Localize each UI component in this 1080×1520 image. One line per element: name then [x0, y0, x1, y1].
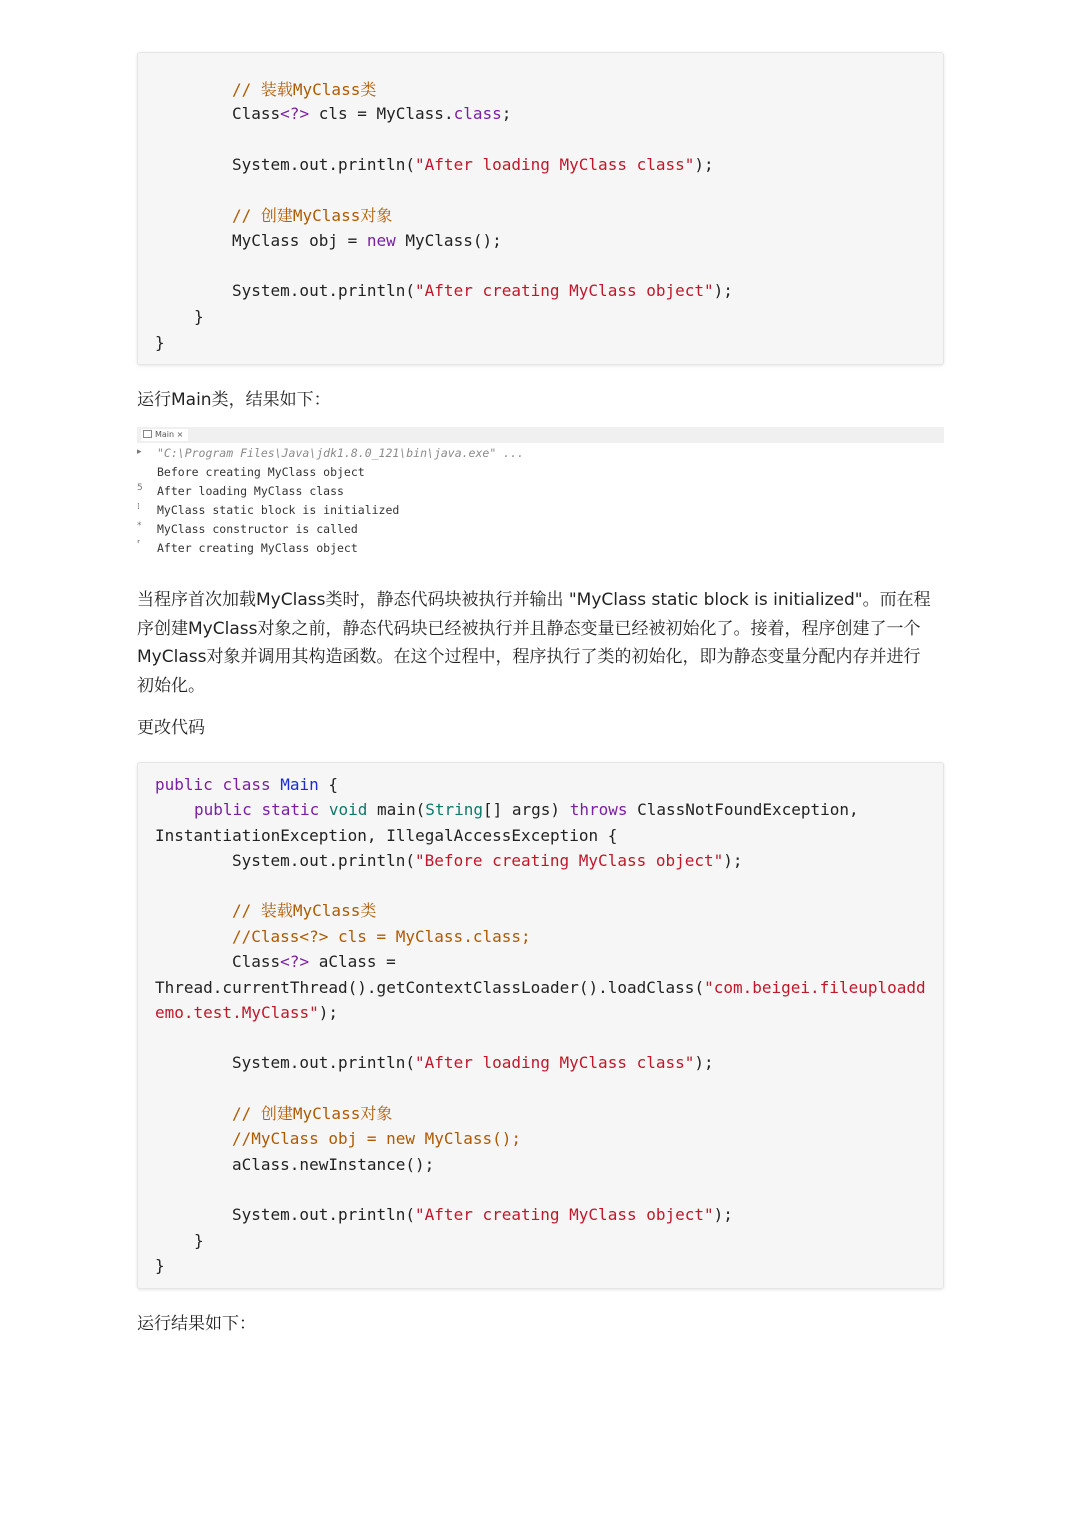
gutter-mark: ⁞ [137, 502, 140, 512]
paragraph-run-main: 运行Main类，结果如下： [137, 390, 331, 410]
code-line: } [155, 333, 165, 352]
code-line: aClass.newInstance(); [232, 1155, 435, 1174]
console-gutter [137, 445, 147, 573]
gutter-mark: 5 [137, 483, 143, 493]
paragraph-explanation: 当程序首次加载MyClass类时，静态代码块被执行并输出 "MyClass static block is initialized"。而在程序创建MyClass对象之前，静态代码块已经被执行并且静态变量已经被初始化了。接着，程序创建了一个MyClass对象并调用其构造函数。在这个过程中，程序执行了类的初始化，即为静态变量分配内存并进行初始化。 [137, 590, 931, 696]
code-block-continuation [137, 52, 944, 365]
code-line: //Class<?> cls = MyClass.class; [232, 927, 531, 946]
code-line: public class Main { [155, 775, 339, 794]
console-line: MyClass constructor is called [157, 522, 358, 536]
gutter-mark: ▸ [137, 447, 142, 457]
console-output [137, 427, 944, 573]
code-block-modified [137, 762, 944, 1289]
code-line: } [194, 307, 204, 326]
gutter-mark: ⸢ [137, 540, 141, 550]
code-line: // 创建MyClass对象 [232, 206, 393, 225]
code-line: System.out.println("After creating MyClass object"); [232, 1205, 733, 1224]
code-line: } [155, 1256, 165, 1275]
console-line: MyClass static block is initialized [157, 503, 400, 517]
code-line: // 装载MyClass类 [232, 901, 377, 920]
code-line: // 装载MyClass类 [232, 80, 377, 99]
code-line: public static void main(String[] args) throws ClassNotFoundException, [194, 800, 859, 819]
console-tab-bar [137, 427, 944, 443]
code-line: System.out.println("After creating MyClass object"); [232, 281, 733, 300]
code-line: // 创建MyClass对象 [232, 1104, 393, 1123]
paragraph-result: 运行结果如下： [137, 1314, 256, 1334]
console-tab-label: Main × [155, 430, 184, 439]
code-line: } [194, 1231, 204, 1250]
code-line: System.out.println("After loading MyClass class"); [232, 155, 714, 174]
code-line: MyClass obj = new MyClass(); [232, 231, 502, 250]
code-line: Class<?> cls = MyClass.class; [232, 104, 512, 123]
code-line: //MyClass obj = new MyClass(); [232, 1129, 521, 1148]
console-line: After loading MyClass class [157, 484, 344, 498]
gutter-mark: * [137, 521, 142, 531]
console-line: Before creating MyClass object [157, 465, 365, 479]
paragraph-change-code: 更改代码 [137, 718, 205, 738]
code-line: Thread.currentThread().getContextClassLoader().loadClass("com.beigei.fileuploadd [155, 978, 926, 997]
code-line: System.out.println("After loading MyClass class"); [232, 1053, 714, 1072]
code-line: System.out.println("Before creating MyClass object"); [232, 851, 743, 870]
console-line: "C:\Program Files\Java\jdk1.8.0_121\bin\java.exe" ... [157, 446, 524, 460]
console-tab[interactable] [141, 429, 188, 441]
code-line: Class<?> aClass = [232, 952, 396, 971]
console-line: After creating MyClass object [157, 541, 358, 555]
console-icon [143, 430, 152, 438]
code-line: emo.test.MyClass"); [155, 1003, 339, 1022]
code-line: InstantiationException, IllegalAccessException { [155, 826, 618, 845]
